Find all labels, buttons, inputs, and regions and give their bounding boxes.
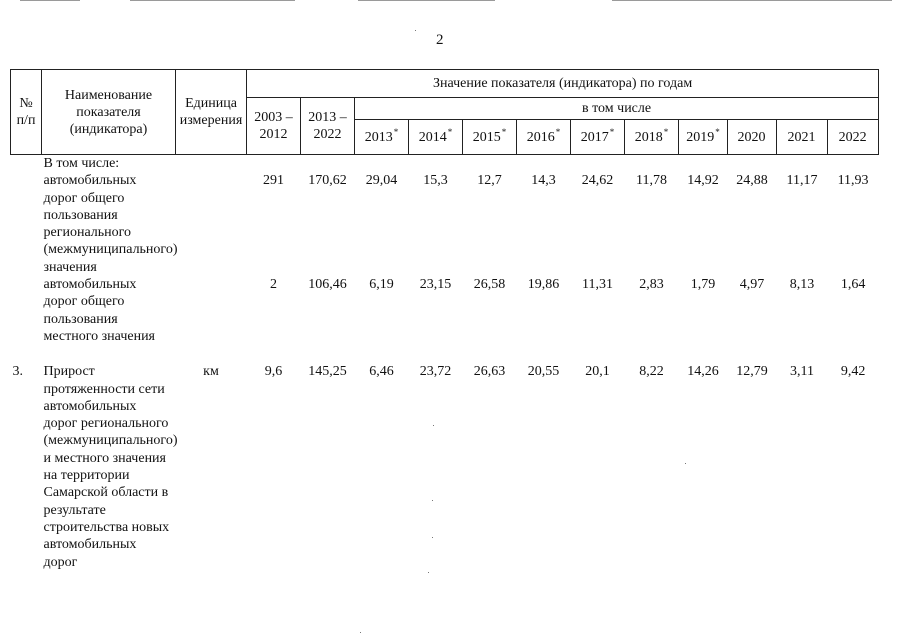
header-year-2021: 2021 [777,120,828,155]
header-year-2015: 2015* [463,120,517,155]
value-cell: 15,3 [423,173,448,189]
header-year-2013: 2013* [355,120,409,155]
table-row [11,155,879,173]
value-cell: 9,6 [264,364,283,380]
row-number [11,155,42,173]
value-cell: 6,46 [369,364,394,380]
header-year-2018: 2018* [625,120,679,155]
top-rule [20,0,80,1]
scan-speck [428,572,429,573]
header-year-2014: 2014* [409,120,463,155]
value-cell: 8,22 [639,364,664,380]
value-cell: 2 [270,277,277,293]
top-rule [612,0,892,1]
header-year-2020: 2020 [728,120,777,155]
page-number: 2 [436,32,444,48]
value-cell: 24,62 [581,173,614,189]
value-cell: 8,13 [789,277,815,293]
value-cell: 26,63 [473,364,506,380]
value-cell: 12,7 [477,173,502,189]
value-cell: 6,19 [369,277,394,293]
indicators-table [10,69,879,571]
value-cell: 145,25 [308,364,347,380]
top-rule [130,0,295,1]
header-year-2017: 2017* [571,120,625,155]
top-rule [358,0,495,1]
indicator-name-text: автомобильных дорог общего пользования регионального (межмуниципального) значения [43,173,178,275]
value-cell: 106,46 [308,277,347,293]
value-cell: 11,93 [837,173,869,189]
header-year-2016: 2016* [517,120,571,155]
value-cell: 170,62 [308,173,347,189]
table-row [11,276,879,345]
unit-cell [176,172,247,276]
scan-speck [360,632,361,633]
value-cell: 23,72 [419,364,452,380]
indicator-name: В том числе: [43,156,120,171]
value-cell: 2,83 [639,277,664,293]
value-cell: 11,78 [636,173,667,189]
table-row [11,172,879,276]
value-cell: 14,26 [687,364,719,380]
value-cell: 24,88 [736,173,768,189]
unit-cell: км [203,364,219,380]
value-cell: 23,15 [419,277,452,293]
table-row [11,345,879,571]
value-cell: 1,64 [840,277,866,293]
header-unit: Единица измерения [176,70,247,155]
value-cell: 1,79 [690,277,716,293]
header-including: в том числе [355,98,879,120]
row-number [11,172,42,276]
empty-values [247,155,879,173]
indicator-name [42,172,176,276]
value-cell: 26,58 [473,277,506,293]
header-year-2019: 2019* [679,120,728,155]
header-name: Наименование показателя (индикатора) [42,70,176,155]
value-cell: 14,92 [687,173,719,189]
indicator-name [42,276,176,345]
header-year-2022: 2022 [828,120,879,155]
value-cell: 14,3 [531,173,556,189]
table-header [11,70,879,155]
value-cell: 20,1 [585,364,610,380]
value-cell: 9,42 [840,364,866,380]
header-period-2: 2013 – 2022 [301,98,355,155]
row-number: 3. [12,364,23,380]
header-period-1: 2003 – 2012 [247,98,301,155]
indicator-name-text: автомобильных дорог общего пользования местного значения [43,277,155,344]
value-cell: 19,86 [527,277,560,293]
value-cell: 4,97 [739,277,765,293]
header-rownum: № п/п [11,70,42,155]
value-cell: 12,79 [736,364,768,380]
value-cell: 29,04 [365,173,398,189]
value-cell: 3,11 [790,364,814,380]
indicator-name: Прирост протяженности сети автомобильных дорог регионального (межмуниципального) и местного значения на территории Самарской области в результате строительства новых автомобильных дорог [43,364,178,570]
unit-cell [176,276,247,345]
value-cell: 291 [263,173,284,189]
value-cell: 11,31 [582,277,613,293]
table-body [11,155,879,571]
header-values-group: Значение показателя (индикатора) по годам [247,70,879,98]
row-number [11,276,42,345]
value-cell: 20,55 [527,364,560,380]
unit-cell [176,155,247,173]
value-cell: 11,17 [786,173,818,189]
scan-speck [415,30,416,31]
